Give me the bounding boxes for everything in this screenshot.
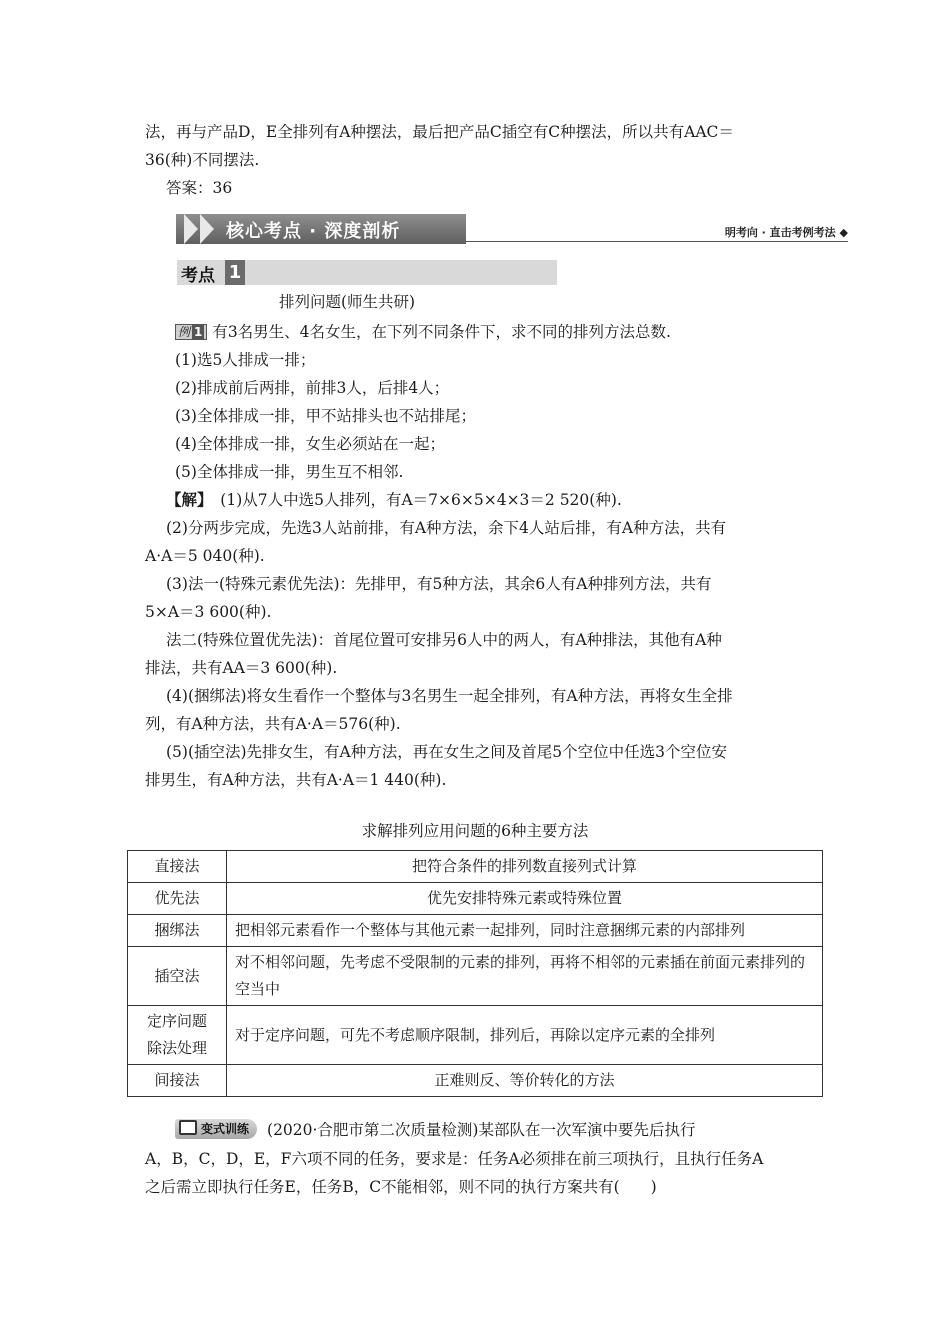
table-row [128, 851, 823, 883]
intro-line-1: 法，再与产品D，E全排列有A种摆法，最后把产品C插空有C种摆法，所以共有AAC＝ [145, 123, 734, 141]
method-name: 优先法 [128, 883, 227, 915]
method-desc: 对于定序问题，可先不考虑顺序限制，排列后，再除以定序元素的全排列 [227, 1006, 823, 1065]
method-desc: 对不相邻问题，先考虑不受限制的元素的排列，再将不相邻的元素插在前面元素排列的空当中 [227, 947, 823, 1006]
method-name: 定序问题 除法处理 [128, 1006, 227, 1065]
example-item-2: (2)排成前后两排，前排3人，后排4人； [175, 379, 450, 397]
solution-label: 【解】 [166, 490, 205, 509]
method-desc: 把相邻元素看作一个整体与其他元素一起排列，同时注意捆绑元素的内部排列 [227, 915, 823, 947]
solution-3b: 5×A＝3 600(种). [145, 603, 272, 621]
kaodian-bar [177, 260, 557, 285]
variant-line-3: 之后需立即执行任务E，任务B，C不能相邻，则不同的执行方案共有( ) [145, 1178, 657, 1196]
example-item-1: (1)选5人排成一排； [175, 351, 316, 369]
example-stem: 例 1 有3名男生、4名女生，在下列不同条件下，求不同的排列方法总数. [175, 318, 815, 346]
method-name: 捆绑法 [128, 915, 227, 947]
method-name: 直接法 [128, 851, 227, 883]
banner-divider [466, 241, 848, 242]
solution-1: 【解】 (1)从7人中选5人排列，有A＝7×6×5×4×3＝2 520(种). [166, 490, 622, 509]
notebook-icon [179, 1120, 197, 1135]
banner-subtitle: 明考向 · 直击考例考法 ◆ [724, 226, 848, 239]
table-row [128, 947, 823, 1006]
solution-2a: (2)分两步完成，先选3人站前排，有A种方法，余下4人站后排，有A种方法，共有 [166, 519, 727, 537]
table-row [128, 915, 823, 947]
kaodian-label: 考点 [181, 266, 215, 286]
chevron-icon [184, 214, 198, 244]
solution-5b: 排男生，有A种方法，共有A·A＝1 440(种). [145, 771, 447, 789]
method-name: 插空法 [128, 947, 227, 1006]
variant-badge: 变式训练 [175, 1119, 257, 1139]
banner-bar [176, 214, 466, 244]
table-row [128, 883, 823, 915]
table-row [128, 1006, 823, 1065]
solution-2b: A·A＝5 040(种). [145, 547, 265, 565]
answer-text: 答案：36 [166, 179, 233, 197]
variant-line-1: 变式训练 (2020·合肥市第二次质量检测)某部队在一次军演中要先后执行 [175, 1116, 815, 1144]
section-banner [176, 214, 848, 246]
diamond-icon: ◆ [839, 226, 848, 239]
solution-3d: 排法，共有AA＝3 600(种). [145, 659, 338, 677]
solution-5a: (5)(插空法)先排女生，有A种方法，再在女生之间及首尾5个空位中任选3个空位安 [166, 743, 727, 761]
method-desc: 优先安排特殊元素或特殊位置 [227, 883, 823, 915]
solution-3a: (3)法一(特殊元素优先法)：先排甲，有5种方法，其余6人有A种排列方法，共有 [166, 575, 712, 593]
section-title: 排列问题(师生共研) [279, 293, 416, 311]
kaodian-number: 1 [225, 260, 245, 285]
solution-4a: (4)(捆绑法)将女生看作一个整体与3名男生一起全排列，有A种方法，再将女生全排 [166, 687, 733, 705]
methods-table [127, 850, 823, 1097]
example-tag: 例 1 [175, 324, 207, 340]
chevron-icon [200, 214, 214, 244]
method-name: 间接法 [128, 1065, 227, 1097]
variant-line-2: A，B，C，D，E，F六项不同的任务，要求是：任务A必须排在前三项执行，且执行任务A [145, 1150, 764, 1168]
example-item-4: (4)全体排成一排，女生必须站在一起； [175, 435, 445, 453]
solution-4b: 列，有A种方法，共有A·A＝576(种). [145, 715, 401, 733]
example-item-5: (5)全体排成一排，男生互不相邻. [175, 463, 404, 481]
intro-line-2: 36(种)不同摆法. [145, 151, 260, 169]
banner-title: 核心考点 · 深度剖析 [226, 221, 401, 242]
method-desc: 正难则反、等价转化的方法 [227, 1065, 823, 1097]
method-desc: 把符合条件的排列数直接列式计算 [227, 851, 823, 883]
solution-3c: 法二(特殊位置优先法)：首尾位置可安排另6人中的两人，有A种排法，其他有A种 [166, 631, 722, 649]
table-row [128, 1065, 823, 1097]
example-item-3: (3)全体排成一排，甲不站排头也不站排尾； [175, 407, 476, 425]
table-title: 求解排列应用问题的6种主要方法 [361, 822, 589, 840]
